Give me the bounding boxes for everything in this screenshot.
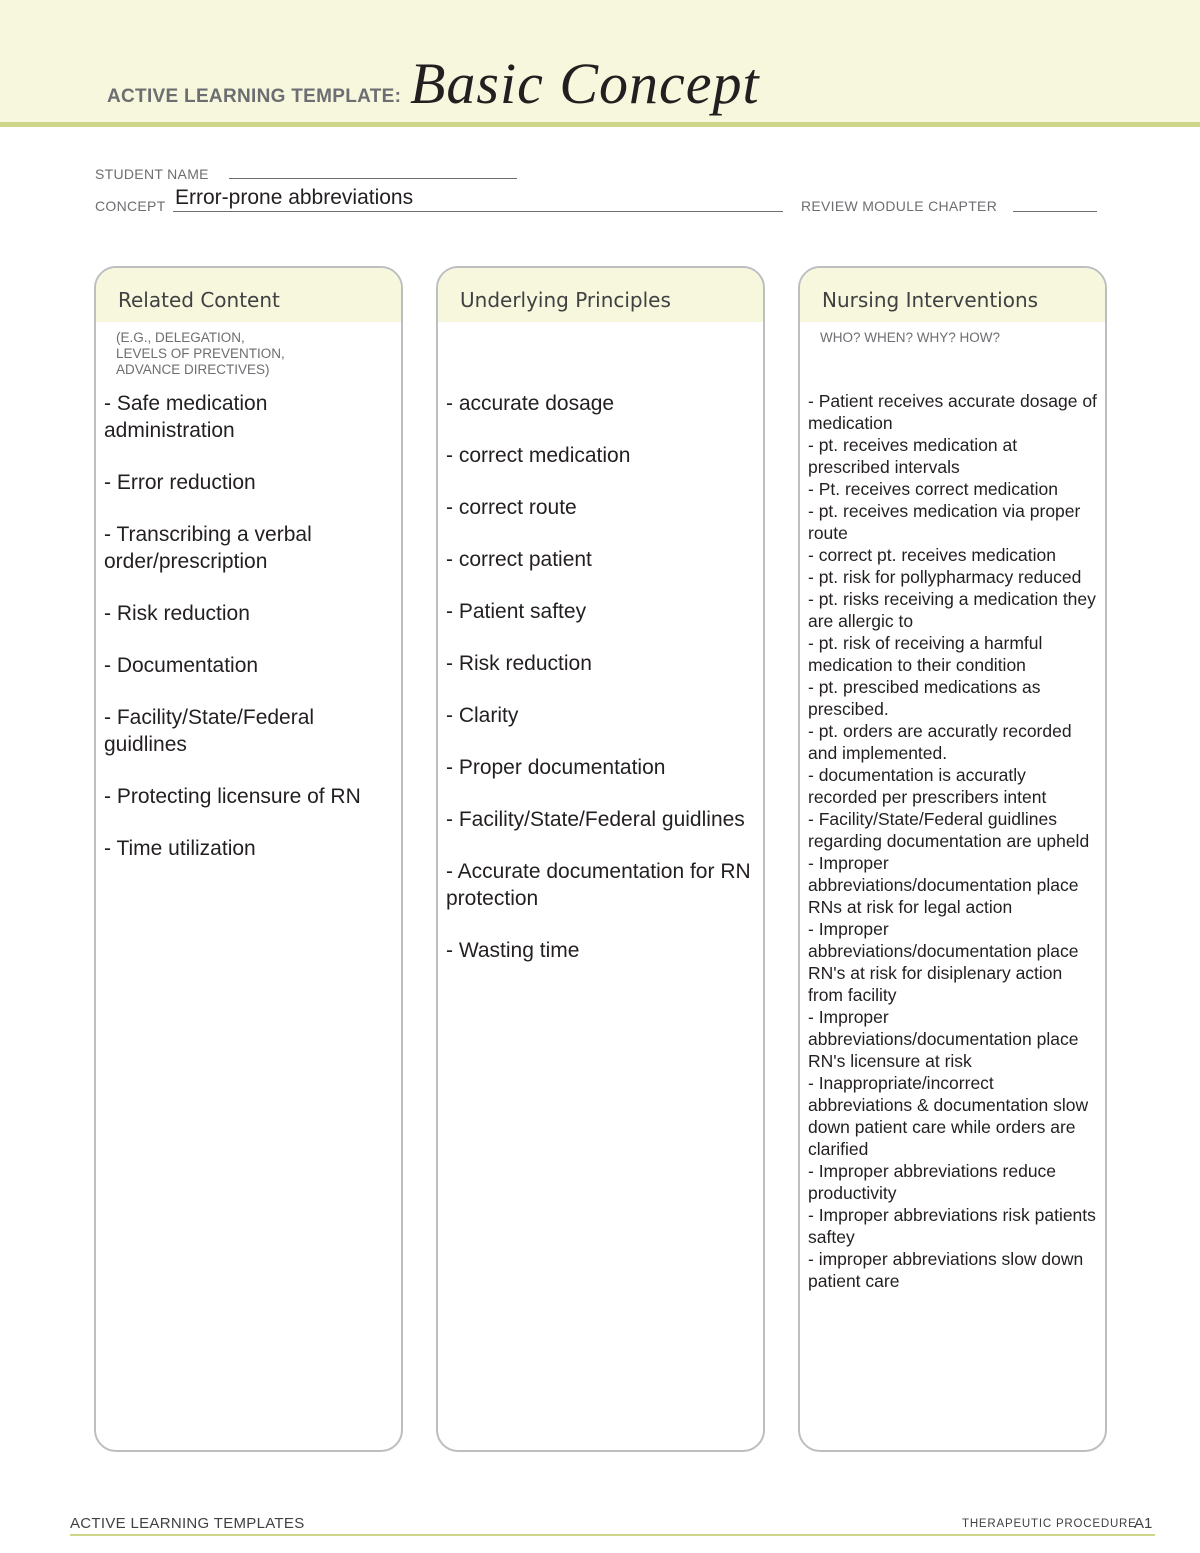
related-content-title: Related Content — [118, 288, 280, 312]
nursing-interventions-card — [798, 266, 1107, 1452]
list-item: - pt. risks receiving a medication they are allergic to — [808, 589, 1096, 631]
list-item: - Proper documentation — [446, 756, 666, 779]
list-item: - Inappropriate/incorrect abbreviations & documentation slow down patient care while orders are clarified — [808, 1073, 1089, 1159]
template-title: Basic Concept — [410, 51, 760, 116]
list-item: - Risk reduction — [446, 652, 592, 675]
nursing-interventions-list — [808, 390, 1097, 1292]
list-item: - Wasting time — [446, 939, 580, 962]
related-content-list — [104, 390, 393, 887]
list-item: - pt. prescibed medications as prescibed. — [808, 677, 1041, 719]
concept-label: CONCEPT — [95, 198, 166, 214]
student-name-label: STUDENT NAME — [95, 166, 209, 182]
list-item: - accurate dosage — [446, 392, 615, 415]
list-item: - correct medication — [446, 444, 631, 467]
related-content-subtitle — [116, 330, 285, 378]
underlying-principles-title: Underlying Principles — [460, 288, 671, 312]
list-item: - Accurate documentation for RN protection — [446, 860, 751, 910]
list-item: - Patient saftey — [446, 600, 587, 623]
list-item: - Facility/State/Federal guidlines — [446, 808, 745, 831]
related-content-subtitle-line: LEVELS OF PREVENTION, — [116, 346, 285, 361]
list-item: - pt. orders are accuratly recorded and implemented. — [808, 721, 1072, 763]
list-item: - Patient receives accurate dosage of medication — [808, 391, 1097, 433]
list-item: - Improper abbreviations/documentation place RN's at risk for disiplenary action from facility — [808, 919, 1079, 1005]
list-item: - Safe medication administration — [104, 392, 268, 442]
list-item: - pt. receives medication via proper route — [808, 501, 1081, 543]
review-module-field[interactable] — [1013, 211, 1097, 212]
list-item: - correct patient — [446, 548, 592, 571]
template-label: ACTIVE LEARNING TEMPLATE: — [107, 86, 402, 107]
header-rule — [0, 122, 1200, 127]
list-item: - improper abbreviations slow down patient care — [808, 1249, 1084, 1291]
concept-field[interactable] — [173, 211, 783, 212]
list-item: - pt. risk of receiving a harmful medication to their condition — [808, 633, 1043, 675]
list-item: - Clarity — [446, 704, 519, 727]
footer-rule — [70, 1534, 1155, 1536]
list-item: - Improper abbreviations risk patients saftey — [808, 1205, 1096, 1247]
footer-procedure-label: THERAPEUTIC PROCEDURE — [962, 1518, 1137, 1530]
underlying-principles-list — [446, 390, 755, 989]
student-name-field[interactable] — [229, 178, 517, 179]
review-module-label: REVIEW MODULE CHAPTER — [801, 198, 998, 214]
list-item: - Time utilization — [104, 837, 256, 860]
list-item: - Documentation — [104, 654, 259, 677]
list-item: - Error reduction — [104, 471, 256, 494]
list-item: - Risk reduction — [104, 602, 250, 625]
list-item: - pt. risk for pollypharmacy reduced — [808, 567, 1082, 587]
related-content-subtitle-line: ADVANCE DIRECTIVES) — [116, 362, 270, 377]
footer-templates-label: ACTIVE LEARNING TEMPLATES — [70, 1515, 305, 1532]
list-item: - Protecting licensure of RN — [104, 785, 361, 808]
list-item: - correct pt. receives medication — [808, 545, 1057, 565]
list-item: - Transcribing a verbal order/prescription — [104, 523, 312, 573]
concept-value: Error-prone abbreviations — [175, 186, 414, 209]
list-item: - correct route — [446, 496, 577, 519]
nursing-interventions-title: Nursing Interventions — [822, 288, 1039, 312]
related-content-subtitle-line: (E.G., DELEGATION, — [116, 330, 245, 345]
list-item: - pt. receives medication at prescribed intervals — [808, 435, 1018, 477]
related-content-card — [94, 266, 403, 1452]
list-item: - Improper abbreviations/documentation place RN's licensure at risk — [808, 1007, 1079, 1071]
list-item: - Facility/State/Federal guidlines regarding documentation are upheld — [808, 809, 1090, 851]
list-item: - Pt. receives correct medication — [808, 479, 1058, 499]
nursing-interventions-subtitle: WHO? WHEN? WHY? HOW? — [820, 330, 1001, 345]
list-item: - Facility/State/Federal guidlines — [104, 706, 315, 756]
footer-page-code: A1 — [1134, 1515, 1153, 1532]
list-item: - documentation is accuratly recorded per prescribers intent — [808, 765, 1047, 807]
underlying-principles-card — [436, 266, 765, 1452]
list-item: - Improper abbreviations reduce productivity — [808, 1161, 1057, 1203]
list-item: - Improper abbreviations/documentation place RNs at risk for legal action — [808, 853, 1079, 917]
